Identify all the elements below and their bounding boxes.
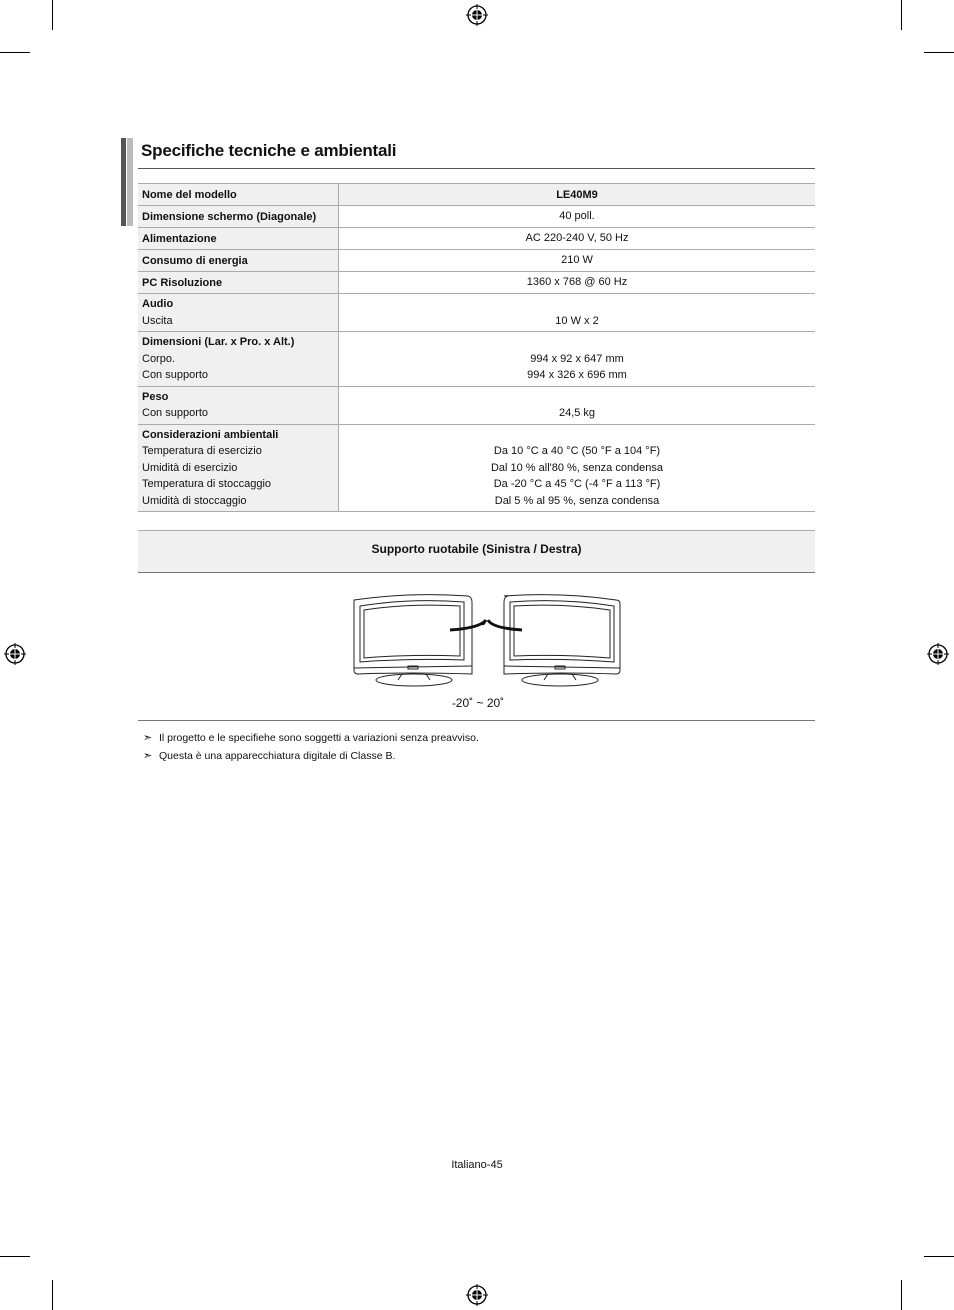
weight-value: 24,5 kg	[558, 407, 596, 419]
arrow-icon: ➣	[143, 732, 153, 744]
crosshair-registration-mark-icon	[4, 643, 26, 665]
model-label: Nome del modello	[142, 188, 237, 201]
crosshair-registration-mark-icon	[927, 643, 949, 665]
environment-value: Da 10 °C a 40 °C (50 °F a 104 °F)	[493, 445, 661, 457]
screen-label: Dimensione schermo (Diagonale)	[142, 210, 317, 223]
consumption-value: 210 W	[561, 254, 593, 266]
crop-mark	[52, 1280, 53, 1310]
pc-resolution-label: PC Risoluzione	[142, 276, 223, 289]
note-text: Questa è una apparecchiatura digitale di Classe B.	[159, 750, 396, 762]
crop-mark	[0, 1256, 30, 1257]
crop-mark	[924, 52, 954, 53]
arrow-icon: ➣	[143, 750, 153, 762]
title-accent-bar	[121, 138, 126, 226]
spec-table	[138, 183, 815, 512]
crop-mark	[901, 1280, 902, 1310]
model-value: LE40M9	[556, 188, 598, 201]
pc-resolution-value: 1360 x 768 @ 60 Hz	[526, 276, 628, 288]
swivel-angle-label: -20˚ ~ 20˚	[451, 696, 505, 710]
tv-swivel-illustration	[350, 588, 625, 688]
audio-sub-label: Uscita	[142, 314, 173, 327]
table-row	[138, 184, 815, 206]
environment-value: Da -20 °C a 45 °C (-4 °F a 113 °F)	[493, 478, 661, 490]
table-row	[138, 424, 815, 512]
environment-value: Dal 5 % al 95 %, senza condensa	[494, 494, 660, 507]
support-section-title: Supporto ruotabile (Sinistra / Destra)	[371, 542, 582, 556]
crop-mark	[0, 52, 30, 53]
table-row	[138, 386, 815, 424]
table-row	[138, 228, 815, 250]
environment-sub-label: Umidità di stoccaggio	[142, 494, 247, 507]
table-row	[138, 272, 815, 294]
consumption-label: Consumo di energia	[142, 254, 248, 267]
table-row	[138, 294, 815, 332]
environment-sub-label: Temperatura di stoccaggio	[142, 478, 272, 490]
screen-value: 40 poll.	[559, 210, 595, 222]
weight-label: Peso	[142, 390, 169, 403]
table-row	[138, 250, 815, 272]
crop-mark	[901, 0, 902, 30]
page-title: Specifiche tecniche e ambientali	[141, 141, 397, 160]
power-value: AC 220-240 V, 50 Hz	[525, 232, 629, 244]
audio-label: Audio	[142, 298, 174, 310]
crosshair-registration-mark-icon	[466, 4, 488, 26]
title-divider	[138, 168, 815, 169]
note-text: Il progetto e le specifiehe sono soggetti a variazioni senza preavviso.	[159, 732, 479, 744]
note-item	[143, 749, 395, 762]
weight-sub-label: Con supporto	[142, 407, 209, 419]
dimensions-sub-label: Corpo.	[142, 352, 176, 365]
section-divider	[138, 720, 815, 721]
note-item	[143, 731, 479, 744]
table-row	[138, 206, 815, 228]
environment-sub-label: Umidità di esercizio	[142, 461, 238, 474]
dimensions-label: Dimensioni (Lar. x Pro. x Alt.)	[142, 336, 295, 348]
page-number: Italiano-45	[451, 1159, 503, 1171]
crop-mark	[924, 1256, 954, 1257]
environment-value: Dal 10 % all'80 %, senza condensa	[490, 461, 664, 474]
crosshair-registration-mark-icon	[466, 1284, 488, 1306]
crop-mark	[52, 0, 53, 30]
environment-label: Considerazioni ambientali	[142, 428, 279, 441]
audio-value: 10 W x 2	[555, 314, 599, 327]
environment-sub-label: Temperatura di esercizio	[142, 445, 262, 457]
dimensions-sub-label: Con supporto	[142, 369, 209, 381]
table-row	[138, 332, 815, 387]
title-accent-bar	[127, 138, 133, 226]
dimensions-value: 994 x 92 x 647 mm	[530, 352, 624, 365]
dimensions-value: 994 x 326 x 696 mm	[527, 369, 627, 381]
power-label: Alimentazione	[142, 232, 217, 245]
